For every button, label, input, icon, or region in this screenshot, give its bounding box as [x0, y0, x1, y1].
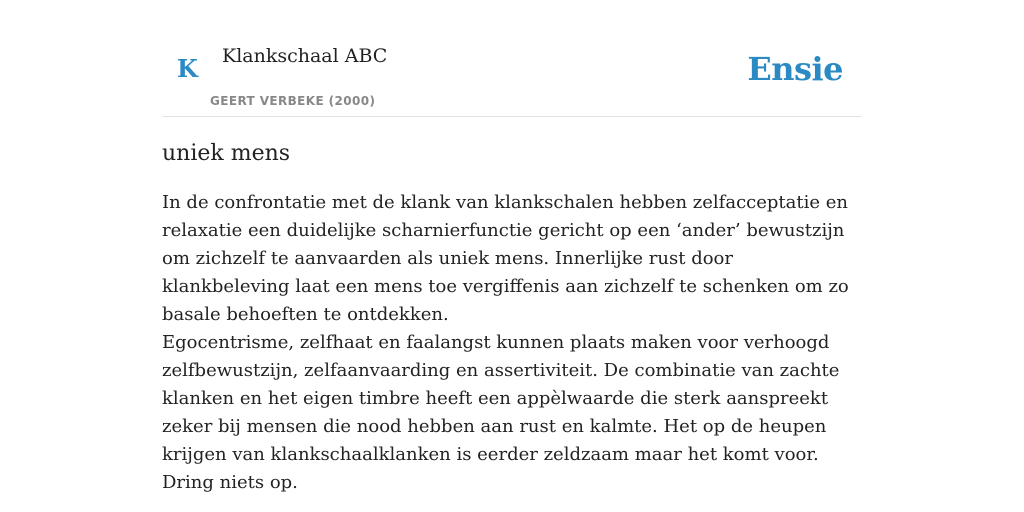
entry-body [162, 189, 862, 497]
entry-header [162, 0, 862, 117]
entry-paragraph: Egocentrisme, zelfhaat en faalangst kunnen plaats maken voor verhoogd zelfbewustzijn, zelfaanvaarding en assertiviteit. De combinatie van zachte klanken en het eigen timbre heeft een appèlwaarde die sterk aanspreekt zeker bij mensen die nood hebben aan rust en kalmte. Het op de heupen krijgen van klankschaalklanken is eerder zeldzaam maar het komt voor. Dring niets op. [162, 332, 840, 493]
source-logo-icon: K [177, 54, 198, 83]
author-label: GEERT VERBEKE (2000) [210, 94, 376, 108]
entry-paragraph: In de confrontatie met de klank van klankschalen hebben zelfacceptatie en relaxatie een duidelijke scharnierfunctie gericht op een ‘ander’ bewustzijn om zichzelf te aanvaarden als uniek mens. Innerlijke rust door klankbeleving laat een mens toe vergiffenis aan zichzelf te schenken om zo basale behoeften te ontdekken. [162, 192, 849, 325]
brand-logo[interactable]: Ensie [747, 50, 843, 88]
entry-card [162, 0, 862, 497]
source-title[interactable]: Klankschaal ABC [222, 45, 388, 67]
entry-term: uniek mens [162, 141, 291, 166]
